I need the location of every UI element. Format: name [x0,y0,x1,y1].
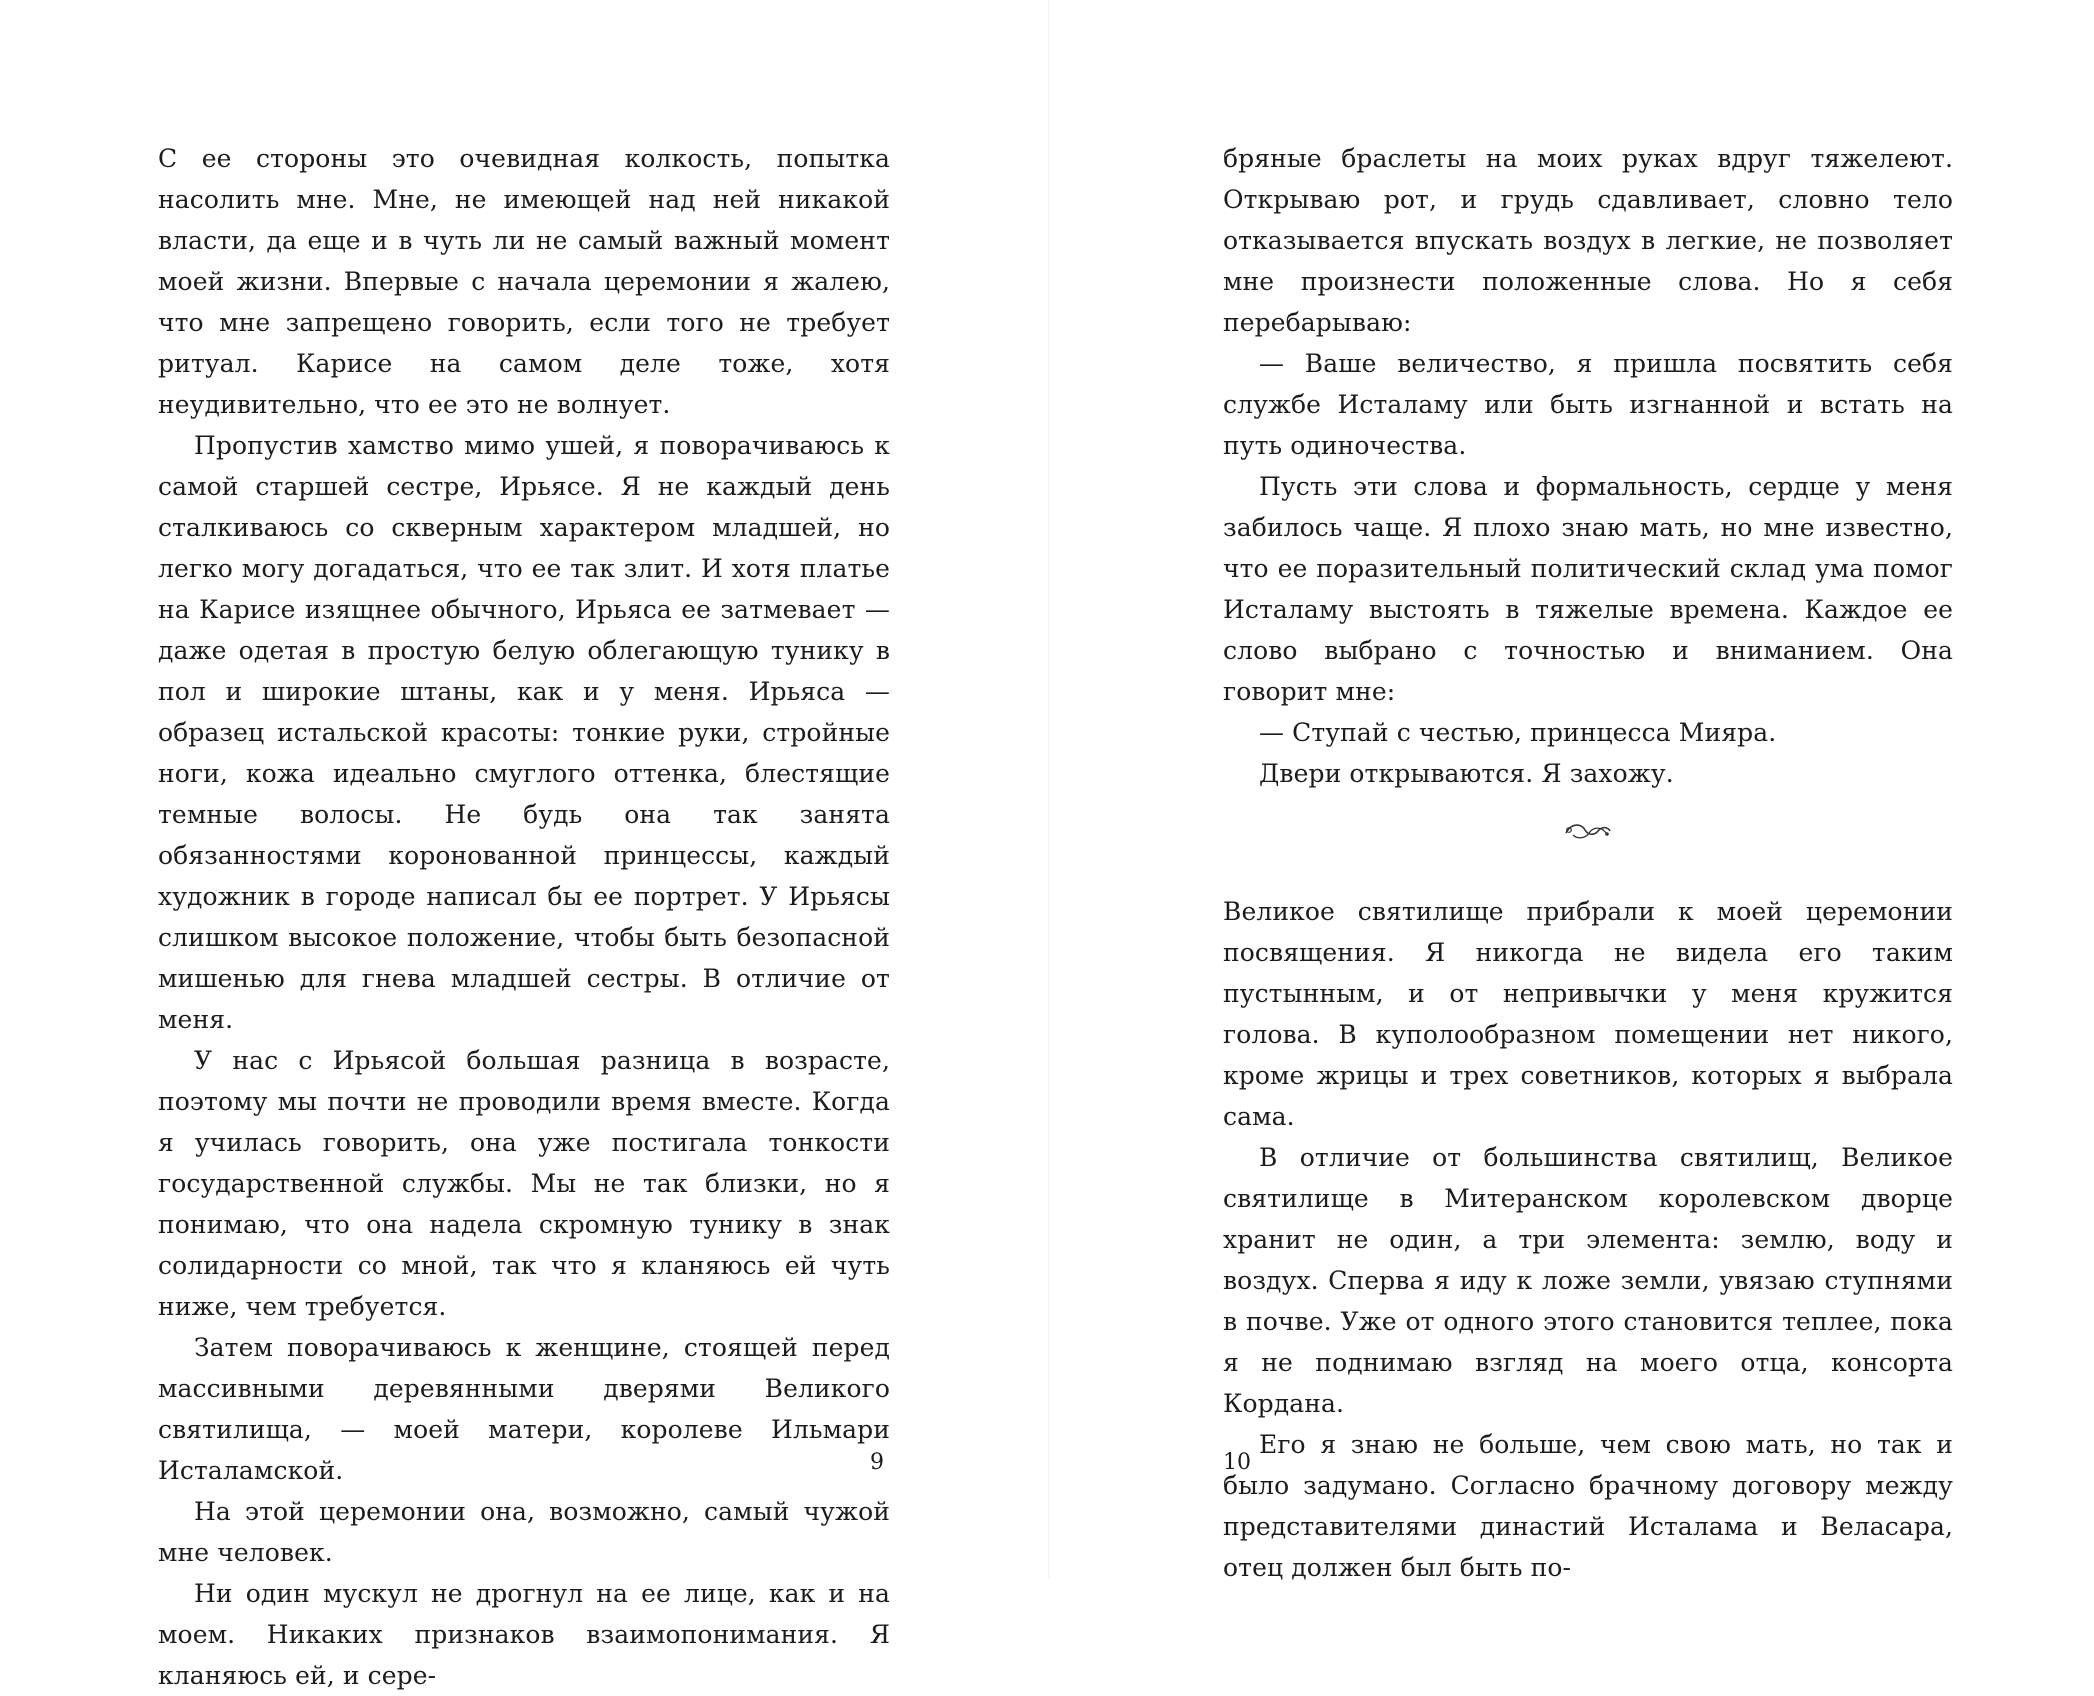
left-page [158,138,890,1696]
right-page [1223,138,1953,1588]
page-number-right: 10 [1223,1450,1251,1475]
paragraph: На этой церемонии она, возможно, самый чужой мне человек. [158,1497,890,1567]
left-page-text [158,138,890,1696]
fleuron-ornament-icon [1563,812,1613,847]
page-number-left: 9 [870,1450,884,1475]
paragraph: Двери открываются. Я захожу. [1259,759,1674,788]
paragraph: — Ваше величество, я пришла посвятить себя службе Исталаму или быть изгнанной и встать на путь одиночества. [1223,349,1953,460]
paragraph: В отличие от большинства святилищ, Великое святилище в Митеранском королевском дворце хранит не один, а три элемента: землю, воду и воздух. Сперва я иду к ложе земли, увязаю ступнями в почве. Уже от одного этого становится теплее, пока я не поднимаю взгляд на моего отца, консорта Кордана. [1223,1143,1953,1418]
paragraph: Ни один мускул не дрогнул на ее лице, как и на моем. Никаких признаков взаимопонимания. Я кланяюсь ей, и сере- [158,1579,890,1690]
paragraph: Великое святилище прибрали к моей церемонии посвящения. Я никогда не видела его таким пустынным, и от непривычки у меня кружится голова. В куполообразном помещении нет никого, кроме жрицы и трех советников, которых я выбрала сама. [1223,897,1953,1131]
right-page-text [1223,138,1953,1588]
paragraph: Пропустив хамство мимо ушей, я поворачиваюсь к самой старшей сестре, Ирьясе. Я не каждый день сталкиваюсь со скверным характером младшей, но легко могу догадаться, что ее так злит. И хотя платье на Карисе изящнее обычного, Ирьяса ее затмевает — даже одетая в простую белую облегающую тунику в пол и широкие штаны, как и у меня. Ирьяса — образец истальской красоты: тонкие руки, стройные ноги, кожа идеально смуглого оттенка, блестящие темные волосы. Не будь она так занята обязанностями коронованной принцессы, каждый художник в городе написал бы ее портрет. У Ирьясы слишком высокое положение, чтобы быть безопасной мишенью для гнева младшей сестры. В отличие от меня. [158,431,890,1034]
paragraph: Пусть эти слова и формальность, сердце у меня забилось чаще. Я плохо знаю мать, но мне известно, что ее поразительный политический склад ума помог Исталаму выстоять в тяжелые времена. Каждое ее слово выбрано с точностью и вниманием. Она говорит мне: [1223,472,1953,706]
paragraph: — Ступай с честью, принцесса Мияра. [1259,718,1777,747]
book-gutter [1048,0,1050,1580]
paragraph: Его я знаю не больше, чем свою мать, но так и было задумано. Согласно брачному договору между представителями династий Исталама и Веласара, отец должен был быть по- [1223,1430,1953,1582]
paragraph: У нас с Ирьясой большая разница в возрасте, поэтому мы почти не проводили время вместе. Когда я училась говорить, она уже постигала тонкости государственной службы. Мы не так близки, но я понимаю, что она надела скромную тунику в знак солидарности со мной, так что я кланяюсь ей чуть ниже, чем требуется. [158,1046,890,1321]
paragraph: Затем поворачиваюсь к женщине, стоящей перед массивными деревянными дверями Великого святилища, — моей матери, королеве Ильмари Исталамской. [158,1333,890,1485]
section-break [1223,794,1953,891]
paragraph: бряные браслеты на моих руках вдруг тяжелеют. Открываю рот, и грудь сдавливает, словно тело отказывается впускать воздух в легкие, не позволяет мне произнести положенные слова. Но я себя перебарываю: [1223,144,1953,337]
paragraph: С ее стороны это очевидная колкость, попытка насолить мне. Мне, не имеющей над ней никакой власти, да еще и в чуть ли не самый важный момент моей жизни. Впервые с начала церемонии я жалею, что мне запрещено говорить, если того не требует ритуал. Карисе на самом деле тоже, хотя неудивительно, что ее это не волнует. [158,144,890,419]
